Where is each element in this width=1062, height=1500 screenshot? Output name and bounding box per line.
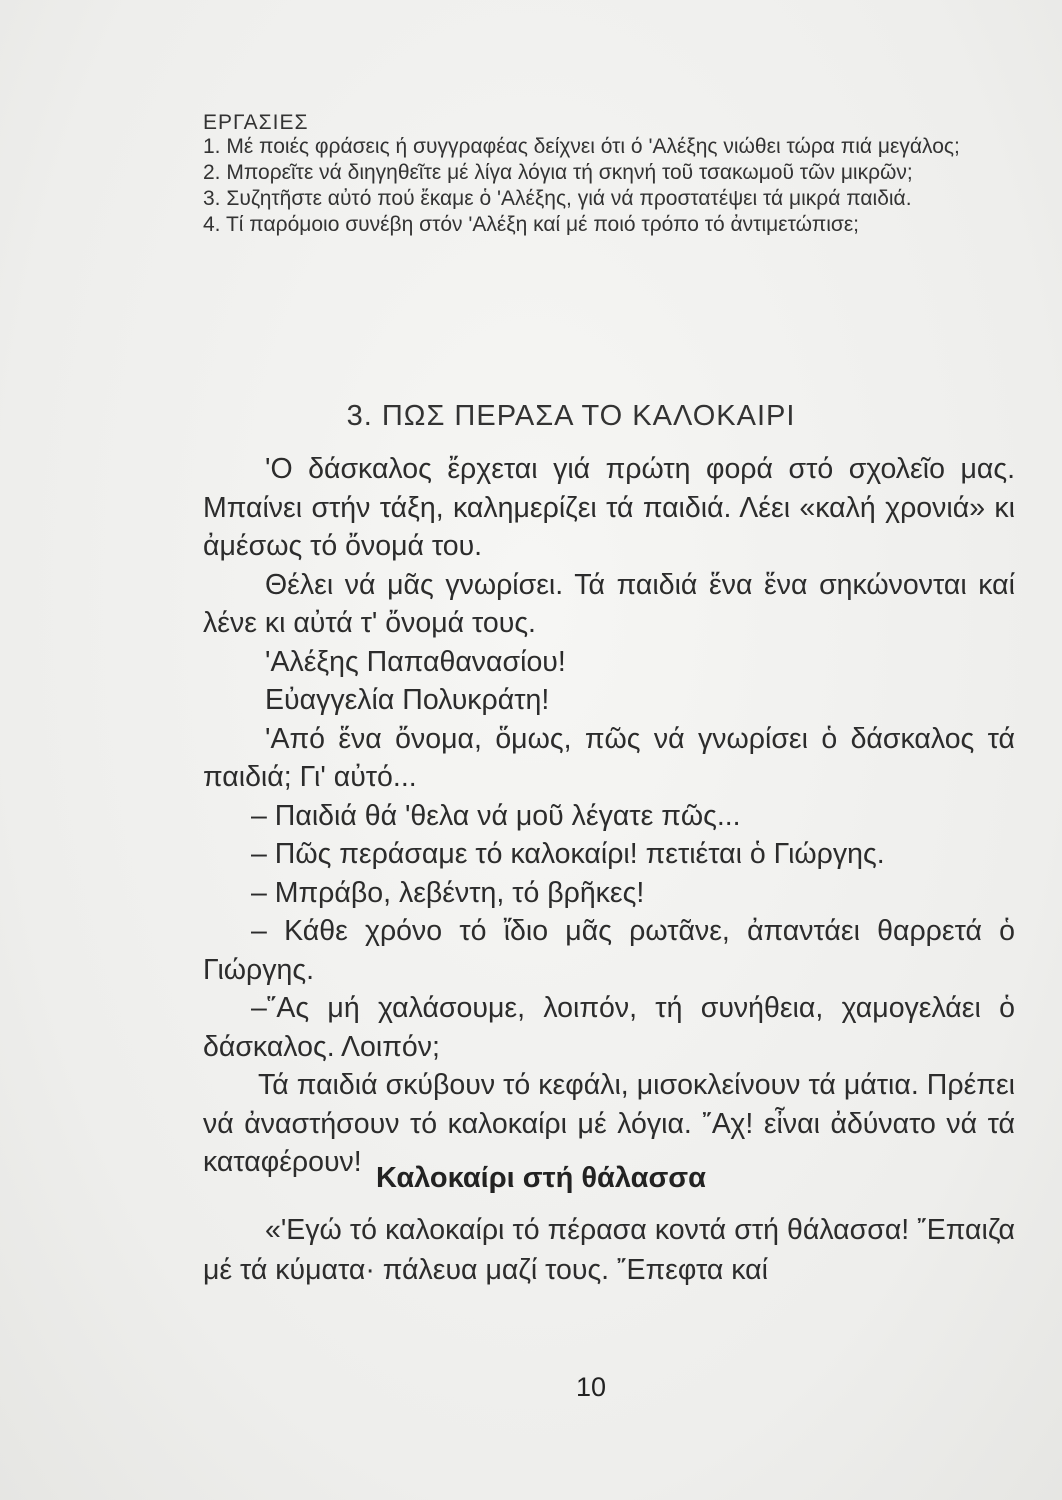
dialogue-line: –῞Ας μή χαλάσουμε, λοιπόν, τή συνήθεια, χαμογελάει ὁ δάσκαλος. Λοιπόν;: [203, 992, 1015, 1063]
dialogue-line: – Πῶς περάσαμε τό καλοκαίρι! πετιέται ὁ Γιώργης.: [251, 838, 885, 870]
section-title: [0, 1162, 1062, 1195]
story-paragraph: 'Αλέξης Παπαθανασίου!: [265, 645, 566, 678]
section-title-text: Καλοκαίρι στή θάλασσα: [376, 1162, 706, 1194]
chapter-title: [0, 400, 1062, 433]
section-text: [203, 1210, 1015, 1290]
exercise-item-3: 3. Συζητῆστε αὐτό πού ἔκαμε ὁ 'Αλέξης, γιά νά προστατέψει τά μικρά παιδιά.: [203, 187, 912, 210]
section-paragraph: «'Εγώ τό καλοκαίρι τό πέρασα κοντά στή θάλασσα! ῎Επαιζα μέ τά κύματα· πάλευα μαζί τους. ῎Επεφτα καί: [203, 1214, 1015, 1286]
page-number: [0, 1372, 1062, 1403]
story-text: [203, 450, 1015, 1182]
story-paragraph: 'Από ἕνα ὄνομα, ὅμως, πῶς νά γνωρίσει ὁ δάσκαλος τά παιδιά; Γι' αὐτό...: [203, 722, 1015, 793]
story-paragraph: 'Ο δάσκαλος ἔρχεται γιά πρώτη φορά στό σχολεῖο μας. Μπαίνει στήν τάξη, καλημερίζει τά παιδιά. Λέει «καλή χρονιά» κι ἀμέσως τό ὄνομά του.: [203, 453, 1015, 562]
exercise-item-1: 1. Μέ ποιές φράσεις ή συγγραφέας δείχνει ότι ό 'Αλέξης νιώθει τώρα πιά μεγάλος;: [203, 135, 960, 158]
dialogue-line: – Κάθε χρόνο τό ἴδιο μᾶς ρωτᾶνε, ἀπαντάει θαρρετά ὁ Γιώργης.: [203, 915, 1015, 986]
chapter-title-text: 3. ΠΩΣ ΠΕΡΑΣΑ ΤΟ ΚΑΛΟΚΑΙΡΙ: [346, 400, 796, 432]
page-number-text: 10: [575, 1372, 607, 1402]
exercise-item-2: 2. Μπορεῖτε νά διηγηθεῖτε μέ λίγα λόγια τή σκηνή τοῦ τσακωμοῦ τῶν μικρῶν;: [203, 161, 913, 184]
story-paragraph: Εὐαγγελία Πολυκράτη!: [265, 684, 550, 716]
exercises-section: [203, 112, 1015, 240]
story-paragraph: Θέλει νά μᾶς γνωρίσει. Τά παιδιά ἕνα ἕνα σηκώνονται καί λένε κι αὐτά τ' ὄνομά τους.: [203, 568, 1015, 639]
exercise-item-4: 4. Τί παρόμοιο συνέβη στόν 'Αλέξη καί μέ ποιό τρόπο τό ἀντιμετώπισε;: [203, 213, 860, 236]
dialogue-line: – Παιδιά θά 'θελα νά μοῦ λέγατε πῶς...: [251, 799, 741, 832]
story-paragraph: Τά παιδιά σκύβουν τό κεφάλι, μισοκλείνουν τά μάτια. Πρέπει νά ἀναστήσουν τό καλοκαίρι μέ λόγια. ῎Αχ! εἶναι ἀδύνατο νά τά καταφέρουν!: [203, 1069, 1015, 1178]
exercises-heading: ΕΡΓΑΣΙΕΣ: [203, 111, 309, 134]
dialogue-line: – Μπράβο, λεβέντη, τό βρῆκες!: [251, 876, 645, 909]
